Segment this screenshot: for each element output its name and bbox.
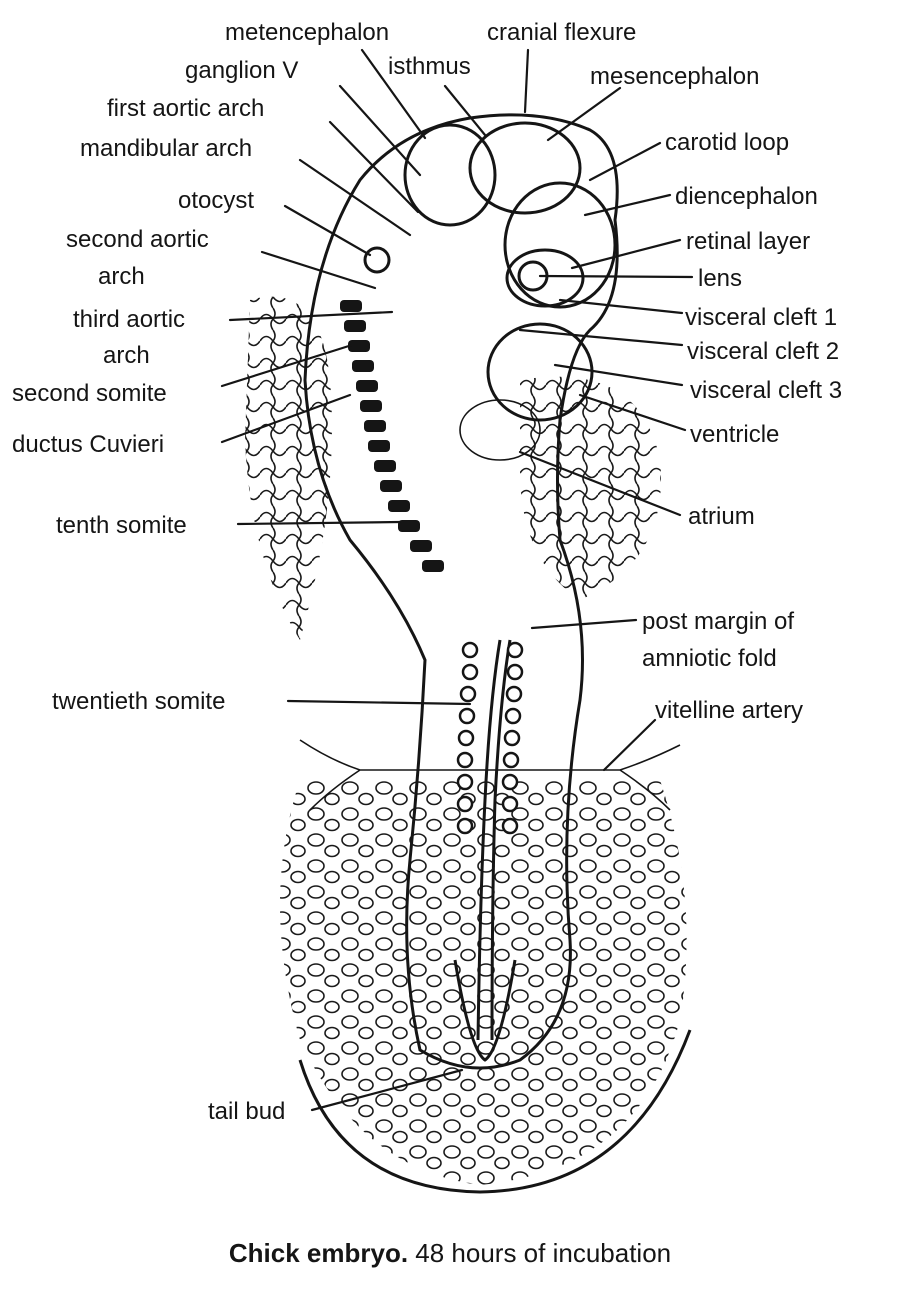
label-visceral-cleft-3: visceral cleft 3 [690, 377, 843, 404]
label-metencephalon: metencephalon [225, 19, 390, 46]
figure-caption [0, 1238, 900, 1269]
label-ventricle: ventricle [690, 421, 780, 448]
label-isthmus: isthmus [388, 53, 471, 80]
label-otocyst: otocyst [178, 187, 255, 214]
label-atrium: atrium [688, 503, 755, 530]
label-carotid-loop: carotid loop [665, 129, 790, 156]
label-retinal-layer: retinal layer [686, 228, 811, 255]
label-second-somite: second somite [12, 380, 167, 407]
label-second-aortic-arch-line2: arch [98, 263, 145, 290]
label-mesencephalon: mesencephalon [590, 63, 760, 90]
label-post-margin-line2: amniotic fold [642, 645, 777, 672]
vascular-network-right [520, 377, 661, 600]
label-third-aortic-arch-line1: third aortic [73, 306, 186, 333]
label-vitelline-artery: vitelline artery [655, 697, 804, 724]
somites-upper [340, 300, 444, 572]
label-twentieth-somite: twentieth somite [52, 688, 226, 715]
label-diencephalon: diencephalon [675, 183, 818, 210]
label-cranial-flexure: cranial flexure [487, 19, 637, 46]
label-second-aortic-arch-line1: second aortic [66, 226, 209, 253]
label-visceral-cleft-1: visceral cleft 1 [685, 304, 838, 331]
caption-text: 48 hours of incubation [408, 1238, 672, 1268]
caption-title: Chick embryo. [228, 1238, 409, 1268]
label-tail-bud: tail bud [208, 1098, 286, 1125]
label-first-aortic-arch: first aortic arch [107, 95, 265, 122]
label-third-aortic-arch-line2: arch [103, 342, 150, 369]
mesencephalon-shape [470, 123, 580, 213]
label-mandibular-arch: mandibular arch [80, 135, 253, 162]
label-tenth-somite: tenth somite [56, 512, 187, 539]
label-visceral-cleft-2: visceral cleft 2 [687, 338, 840, 365]
otocyst-shape [365, 248, 389, 272]
label-ductus-cuvieri: ductus Cuvieri [12, 431, 165, 458]
metencephalon-shape [405, 125, 495, 225]
label-post-margin-line1: post margin of [642, 608, 795, 635]
label-ganglion-v: ganglion V [185, 57, 299, 84]
label-lens: lens [698, 265, 743, 292]
